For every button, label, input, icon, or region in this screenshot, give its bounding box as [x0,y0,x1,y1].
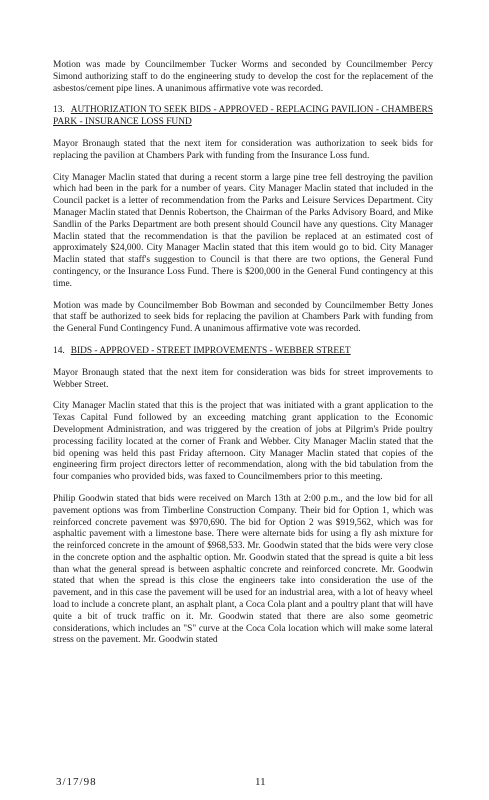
section-number-14: 14. [53,345,65,356]
document-body [53,60,433,657]
paragraph-motion-pavilion: Motion was made by Councilmember Bob Bowman and seconded by Councilmember Betty Jones that staff be authorized to seek bids for replacing the pavilion at Chambers Park with funding from the General Fund Contingency Fund. A unanimous affirmative vote was recorded. [53,300,433,335]
section-heading-13 [53,105,433,129]
section-heading-14 [53,346,433,358]
footer-page-number: 11 [255,776,266,788]
section-number-13: 13. [53,105,65,116]
section-title-13: AUTHORIZATION TO SEEK BIDS - APPROVED - REPLACING PAVILION - CHAMBERS PARK - INSURANCE LOSS FUND [53,105,433,128]
paragraph-manager-webber: City Manager Maclin stated that this is the project that was initiated with a grant application to the Texas Capital Fund followed by an exceeding matching grant application to the Economic Development Administration, and was triggered by the creation of jobs at Pilgrim's Pride poultry processing facility located at the corner of Frank and Webber. City Manager Maclin stated that the bid opening was held this past Friday afternoon. City Manager Maclin stated that copies of the engineering firm project directors letter of recommendation, along with the bid tabulation from the four companies who provided bids, was faxed to Councilmembers prior to this meeting. [53,401,433,483]
paragraph-motion-pipe-study: Motion was made by Councilmember Tucker Worms and seconded by Councilmember Percy Simond authorizing staff to do the engineering study to develop the cost for the replacement of the asbestos/cement pipe lines. A unanimous affirmative vote was recorded. [53,60,433,94]
paragraph-goodwin-bids: Philip Goodwin stated that bids were received on March 13th at 2:00 p.m., and the low bid for all pavement options was from Timberline Construction Company. Their bid for Option 1, which was reinforced concrete pavement was $970,690. The bid for Option 2 was $919,562, which was for asphaltic pavement with a limestone base. There were alternate bids for using a fly ash mixture for the reinforced concrete in the amount of $968,533. Mr. Goodwin stated that the bids were very close in the concrete option and the asphaltic option. Mr. Goodwin stated that the spread is quite a bit less than what the general spread is between asphaltic concrete and reinforced concrete. Mr. Goodwin stated that when the spread is this close the engineers take into consideration the use of the pavement, and in this case the pavement will be used for an industrial area, with a lot of heavy wheel load to include a concrete plant, an asphalt plant, a Coca Cola plant and a poultry plant that will have quite a bit of truck traffic on it. Mr. Goodwin stated that there are also some geometric considerations, which includes an "S" curve at the Coca Cola location which will make some lateral stress on the pavement. Mr. Goodwin stated [53,493,433,646]
footer-date: 3/17/98 [56,776,97,788]
paragraph-mayor-webber: Mayor Bronaugh stated that the next item for consideration was bids for street improvements to Webber Street. [53,367,433,390]
paragraph-mayor-pavilion: Mayor Bronaugh stated that the next item for consideration was authorization to seek bids for replacing the pavilion at Chambers Park with funding from the Insurance Loss fund. [53,138,433,161]
paragraph-manager-pavilion: City Manager Maclin stated that during a recent storm a large pine tree fell destroying the pavilion which had been in the park for a number of years. City Manager Maclin stated that included in the Council packet is a letter of recommendation from the Parks and Leisure Services Department. City Manager Maclin stated that Dennis Robertson, the Chairman of the Parks Advisory Board, and Mike Sandlin of the Parks Department are both present should Council have any questions. City Manager Maclin stated that the recommendation is that the pavilion be replaced at an estimated cost of approximately $24,000. City Manager Maclin stated that this item would go to bid. City Manager Maclin stated that staff's suggestion to Council is that there are two options, the General Fund contingency, or the Insurance Loss Fund. There is $200,000 in the General Fund contingency at this time. [53,172,433,289]
section-title-14: BIDS - APPROVED - STREET IMPROVEMENTS - WEBBER STREET [70,345,351,356]
